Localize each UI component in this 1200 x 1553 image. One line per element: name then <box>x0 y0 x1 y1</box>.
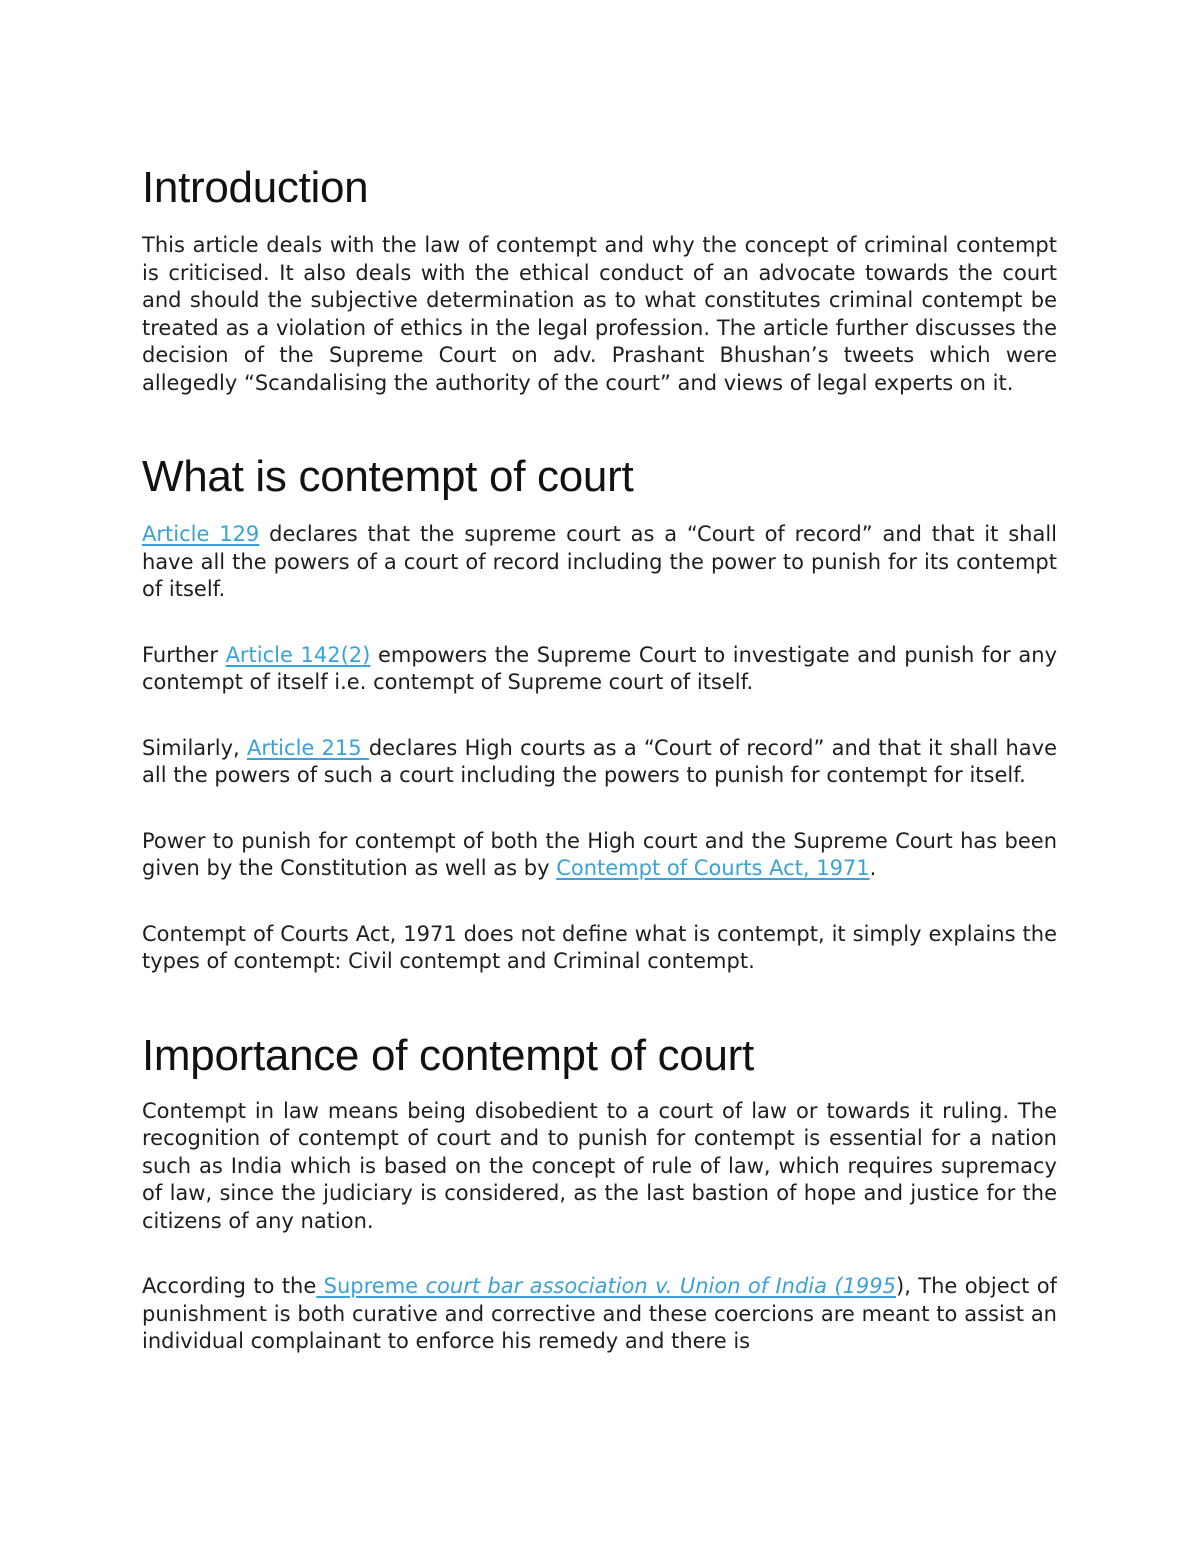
scba-case-link-a[interactable]: Supreme <box>316 1274 426 1298</box>
according-prefix: According to the <box>142 1274 317 1298</box>
article-215-text: declares High courts as a “Court of record” and that it shall have all the powers of such a court including the powers to punish for contempt for itself. <box>142 735 1057 787</box>
importance-heading: Importance of contempt of court <box>142 1030 754 1080</box>
article-129-link[interactable]: Article 129 <box>142 522 260 546</box>
what-is-contempt-heading: What is contempt of court <box>142 452 634 501</box>
article-142-text: empowers the Supreme Court to investigate and punish for any contempt of itself i.e. contempt of Supreme court of itself. <box>142 642 1058 694</box>
importance-paragraph: Contempt in law means being disobedient to a court of law or towards it ruling. The recognition of contempt of court and to punish for contempt is essential for a nation such as India which is based on the concept of rule of law, which requires supremacy of law, since the judiciary is considered, as the last bastion of hope and justice for the citizens of any nation. <box>142 1098 1057 1233</box>
power-to-punish-text: Power to punish for contempt of both the High court and the Supreme Court has been given by the Constitution as well as by <box>142 828 1057 880</box>
supreme-court-bar-paragraph <box>142 1273 1057 1355</box>
article-129-text: declares that the supreme court as a “Court of record” and that it shall have all the powers of a court of record including the power to punish for its contempt of itself. <box>142 522 1057 601</box>
power-to-punish-suffix: . <box>869 856 877 880</box>
article-142-link[interactable]: Article 142(2) <box>225 642 371 667</box>
article-215-paragraph <box>142 735 1057 790</box>
article-215-link[interactable]: Article 215 <box>246 735 369 760</box>
article-142-prefix: Further <box>142 642 226 667</box>
article-215-prefix: Similarly, <box>142 735 247 760</box>
document-page <box>142 160 1057 1355</box>
article-142-paragraph <box>142 642 1057 697</box>
introduction-heading: Introduction <box>142 163 369 212</box>
contempt-of-courts-act-link[interactable]: Contempt of Courts Act, 1971 <box>556 856 870 880</box>
power-to-punish-paragraph <box>142 828 1057 883</box>
types-of-contempt-paragraph: Contempt of Courts Act, 1971 does not define what is contempt, it simply explains the types of contempt: Civil contempt and Criminal contempt. <box>142 921 1057 973</box>
introduction-paragraph: This article deals with the law of contempt and why the concept of criminal contempt is criticised. It also deals with the ethical conduct of an advocate towards the court and should the subjective determination as to what constitutes criminal contempt be treated as a violation of ethics in the legal profession. The article further discusses the decision of the Supreme Court on adv. Prashant Bhushan’s tweets which were allegedly “Scandalising the authority of the court” and views of legal experts on it. <box>142 233 1057 395</box>
scba-case-text: ), The object of punishment is both curative and corrective and these coercions are meant to assist an individual complainant to enforce his remedy and there is <box>142 1274 1057 1353</box>
article-129-paragraph <box>142 521 1057 604</box>
scba-case-link-b[interactable]: court bar association v. Union of India (1995 <box>425 1274 897 1298</box>
